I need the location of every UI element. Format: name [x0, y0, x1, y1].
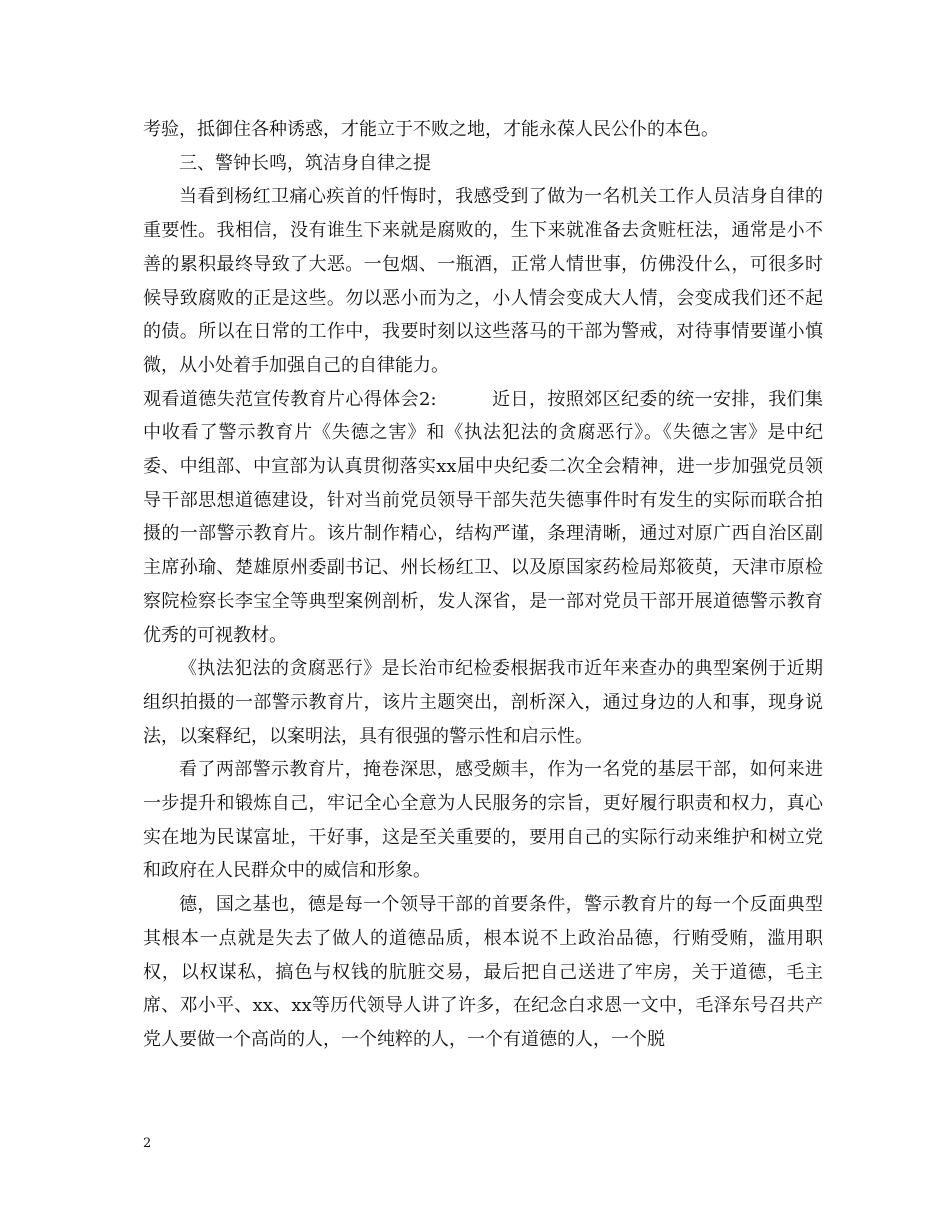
paragraph-1: 考验，抵御住各种诱惑，才能立于不败之地，才能永葆人民公仆的本色。 — [143, 119, 719, 140]
paragraph-5: 《执法犯法的贪腐恶行》是长治市纪检委根据我市近年来查办的典型案例于近期组织拍摄的一部警示教育片，该片主题突出，剖析深入，通过身边的人和事，现身说法，以案释纪，以案明法，具有很强的警示性和启示性。 — [143, 658, 823, 747]
paragraph-7: 德，国之基也，德是每一个领导干部的首要条件，警示教育片的每一个反面典型其根本一点就是失去了做人的道德品质，根本说不上政治品德，行贿受贿，滥用职权，以权谋私，搞色与权钱的肮脏交易，最后把自己送进了牢房，关于道德，毛主席、邓小平、xx、xx等历代领导人讲了许多，在纪念白求恩一文中，毛泽东号召共产党人要做一个高尚的人，一个纯粹的人，一个有道德的人，一个脱 — [143, 894, 823, 1050]
page-number: 2 — [143, 1136, 152, 1151]
paragraph-3: 当看到杨红卫痛心疾首的忏悔时，我感受到了做为一名机关工作人员洁身自律的重要性。我相信，没有谁生下来就是腐败的，生下来就准备去贪赃枉法，通常是小不善的累积最终导致了大恶。一包烟、一瓶酒，正常人情世事，仿佛没什么，可很多时候导致腐败的正是这些。勿以恶小而为之，小人情会变成大人情，会变成我们还不起的债。所以在日常的工作中，我要时刻以这些落马的干部为警戒，对待事情要谨小慎微，从小处着手加强自己的自律能力。 — [143, 186, 823, 376]
document-body — [143, 113, 823, 1057]
section-heading: 三、警钟长鸣，筑洁身自律之提 — [179, 152, 431, 174]
paragraph-4: 观看道德失范宣传教育片心得体会2: 近日，按照郊区纪委的统一安排，我们集中收看了警示教育片《失德之害》和《执法犯法的贪腐恶行》。《失德之害》是中纪委、中组部、中宣部为认真贯彻落实xx届中央纪委二次全会精神，进一步加强党员领导干部思想道德建设，针对当前党员领导干部失范失德事件时有发生的实际而联合拍摄的一部警示教育片。该片制作精心，结构严谨，条理清晰，通过对原广西自治区副主席孙瑜、楚雄原州委副书记、州长杨红卫、以及原国家药检局郑筱萸，天津市原检察院检察长李宝全等典型案例剖析，发人深省，是一部对党员干部开展道德警示教育优秀的可视教材。 — [143, 388, 823, 646]
paragraph-6: 看了两部警示教育片，掩卷深思，感受颇丰，作为一名党的基层干部，如何来进一步提升和锻炼自己，牢记全心全意为人民服务的宗旨，更好履行职责和权力，真心实在地为民谋富址，干好事，这是至关重要的，要用自己的实际行动来维护和树立党和政府在人民群众中的威信和形象。 — [143, 759, 823, 882]
